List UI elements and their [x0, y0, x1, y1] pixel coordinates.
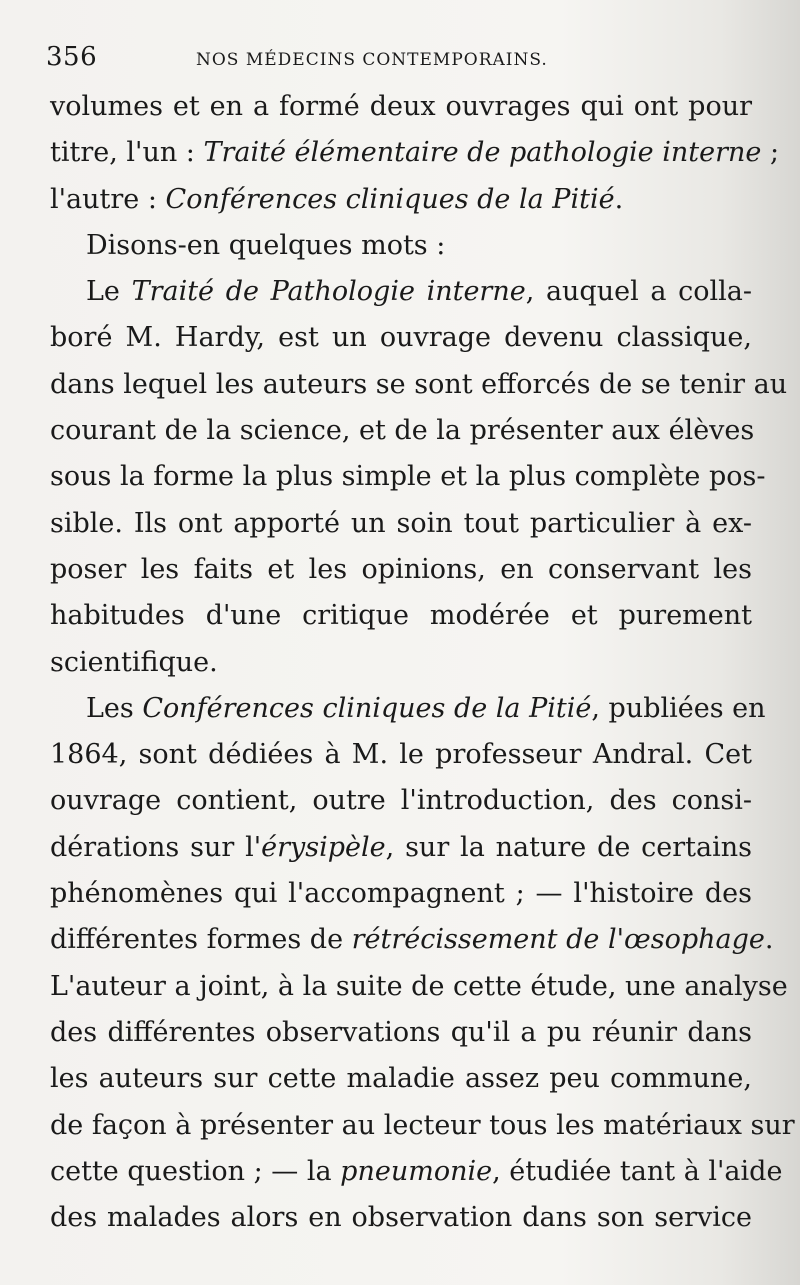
text-line: différentes formes de rétrécissement de l'œsophage.	[50, 924, 774, 956]
text-line: boré M. Hardy, est un ouvrage devenu classique,	[50, 322, 752, 354]
text-line: ouvrage contient, outre l'introduction, des consi-	[50, 785, 752, 817]
text-line: 1864, sont dédiées à M. le professeur Andral. Cet	[50, 739, 752, 771]
text-line: dans lequel les auteurs se sont efforcés de se tenir au	[50, 368, 788, 400]
text-line: cette question ; — la pneumonie, étudiée tant à l'aide	[50, 1155, 783, 1187]
page-number: 356	[46, 42, 98, 72]
italic-title: Conférences cliniques de la Pitié	[142, 692, 592, 724]
text-line: habitudes d'une critique modérée et purement	[50, 600, 752, 632]
text-line: Le Traité de Pathologie interne, auquel a colla-	[86, 276, 752, 308]
text-line: phénomènes qui l'accompagnent ; — l'histoire des	[50, 878, 752, 910]
page-header	[46, 40, 760, 74]
italic-term: érysipèle	[261, 831, 386, 863]
text-line: de façon à présenter au lecteur tous les matériaux sur	[50, 1109, 795, 1141]
text-line: L'auteur a joint, à la suite de cette étude, une analyse	[50, 970, 788, 1002]
text-line: Disons-en quelques mots :	[86, 229, 446, 261]
italic-term: rétrécissement de l'œsophage	[351, 924, 765, 956]
running-head: NOS MÉDECINS CONTEMPORAINS.	[196, 50, 548, 70]
text-line: sible. Ils ont apporté un soin tout particulier à ex-	[50, 507, 752, 539]
text-line: scientifique.	[50, 646, 218, 678]
text-line: poser les faits et les opinions, en conservant les	[50, 553, 752, 585]
text-line: titre, l'un : Traité élémentaire de pathologie interne ;	[50, 137, 780, 169]
text-line: Les Conférences cliniques de la Pitié, publiées en	[86, 692, 766, 724]
italic-title: Traité élémentaire de pathologie interne	[203, 137, 762, 169]
text-line: les auteurs sur cette maladie assez peu commune,	[50, 1063, 752, 1095]
italic-title: Conférences cliniques de la Pitié	[165, 183, 615, 215]
body-text	[50, 84, 795, 1241]
text-line: sous la forme la plus simple et la plus complète pos-	[50, 461, 766, 493]
italic-term: pneumonie	[340, 1155, 493, 1187]
text-line: des malades alors en observation dans son service	[50, 1202, 752, 1234]
text-line: des différentes observations qu'il a pu réunir dans	[50, 1016, 752, 1048]
text-line: courant de la science, et de la présenter aux élèves	[50, 415, 755, 447]
text-line: volumes et en a formé deux ouvrages qui ont pour	[50, 91, 752, 122]
text-line: dérations sur l'érysipèle, sur la nature de certains	[50, 831, 752, 863]
italic-title: Traité de Pathologie interne	[131, 276, 526, 308]
text-line: l'autre : Conférences cliniques de la Pitié.	[50, 183, 624, 215]
